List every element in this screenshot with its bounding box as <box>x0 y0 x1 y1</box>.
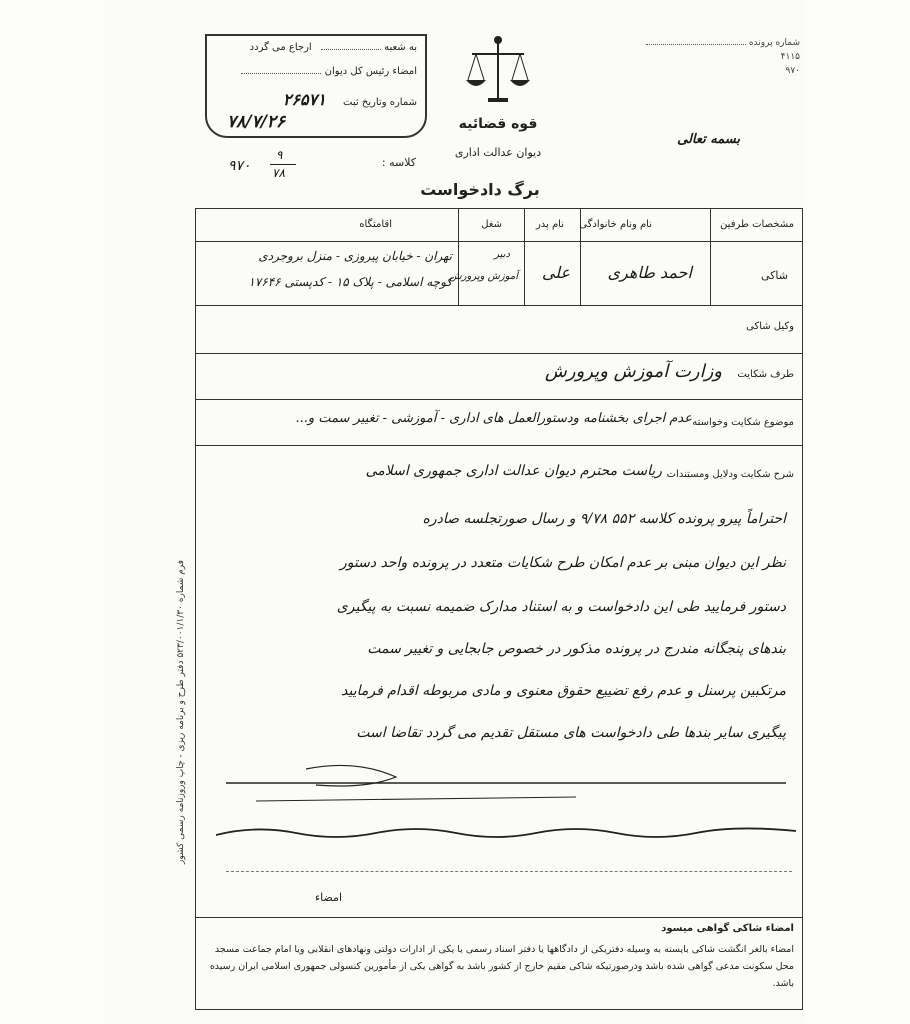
defendant-value: وزارت آموزش وپرورش <box>544 361 722 382</box>
signature-dots <box>241 73 321 74</box>
handwritten-strokes <box>216 749 796 849</box>
description-line-7: پیگیری سایر بندها طی دادخواست های مستقل تقدیم می گردد تقاضا است <box>356 725 786 741</box>
registration-stamp <box>205 34 427 138</box>
justice-scales-icon <box>462 32 534 112</box>
scales-emblem <box>462 32 534 112</box>
class-value: ۹۷۰ <box>228 158 251 174</box>
signature-line <box>196 917 802 918</box>
plaintiff-father: علی <box>541 263 570 282</box>
reg-label: شماره وتاریخ ثبت <box>343 97 417 108</box>
branch-dots <box>321 49 381 50</box>
file-number-dots <box>646 44 746 45</box>
court-name: دیوان عدالت اداری <box>454 146 542 159</box>
header-job: شغل <box>481 219 502 230</box>
attorney-label: وکیل شاکی <box>746 321 794 332</box>
subject-label: موضوع شکایت وخواسته <box>692 417 794 428</box>
col-divider-1 <box>710 209 711 305</box>
class-reference <box>226 150 416 190</box>
certification-text: امضاء بالغر انگشت شاکی بایسته به وسیله دفتریکی از دادگاهها یا دفتر اسناد رسمی یا یکی از ادارات دولتی ونهادهای انقلابی ویا امام جماعت مسجد محل سکونت مدعی گواهی شده باشد ودرصورتیکه شاکی مقیم خارج از کشور باشد به گواهی یکی از مأمورین کنسولی جمهوری اسلامی ایران رسیده باشد. <box>209 944 794 989</box>
form-side-text: فرم شماره ۵۲۳/۰۰۱/۱/۳۰ دفتر طرح و برنامه ریزی - چاپ وروزنامه رسمی کشور <box>176 560 186 865</box>
subject-value: عدم اجرای بخشنامه ودستورالعمل های اداری - آموزشی - تغییر سمت و... <box>295 411 692 426</box>
description-line-2: احتراماً پیرو پرونده کلاسه ۵۵۲ ۹/۷۸ و رسال صورتجلسه صادره <box>422 511 786 527</box>
defendant-label: طرف شکایت <box>737 369 794 380</box>
referral-label: ارجاع می گردد <box>249 42 312 53</box>
file-info-line2: ۴۱۱۵ <box>780 52 800 62</box>
address-line2: کوچه اسلامی - پلاک ۱۵ - کدپستی ۱۷۶۴۶ <box>248 275 452 289</box>
table-header-line <box>196 241 802 242</box>
description-line-6: مرتکبین پرسنل و عدم رفع تضییع حقوق معنوی و مادی مربوطه اقدام فرمایید <box>341 683 786 699</box>
blank-line-1 <box>226 871 792 872</box>
certification-title: امضاء شاکی گواهی میسود <box>661 923 794 934</box>
plaintiff-job-line1: دبیر <box>494 249 510 260</box>
table-bottom-line <box>196 305 802 306</box>
plaintiff-label: شاکی <box>761 269 788 282</box>
fraction-bar <box>270 164 296 165</box>
file-number-label: شماره پرونده <box>748 38 800 48</box>
description-line-1: ریاست محترم دیوان عدالت اداری جمهوری اسلامی <box>365 463 662 479</box>
branch-label: به شعبه <box>384 42 417 53</box>
description-line-3: نظر این دیوان مبنی بر عدم امکان طرح شکایات متعدد در پرونده واحد دستور <box>339 555 786 571</box>
description-line-4: دستور فرمایید طی این دادخواست و به استناد مدارک ضمیمه نسبت به پیگیری <box>336 599 786 615</box>
form-title: برگ دادخواست <box>420 180 540 199</box>
header-name: نام ونام خانوادگی <box>579 219 652 230</box>
signature-chief-label: امضاء رئیس کل دیوان <box>324 66 417 77</box>
basmala: بسمه تعالی <box>677 132 740 147</box>
plaintiff-job-line2: آموزش وپرورش <box>449 271 518 282</box>
col-divider-4 <box>458 209 459 305</box>
plaintiff-name: احمد طاهری <box>607 263 692 282</box>
class-fraction-top: ۹ <box>276 148 283 162</box>
col-divider-3 <box>524 209 525 305</box>
attorney-line <box>196 353 802 354</box>
address-line1: تهران - خیابان پیروزی - منزل بروجردی <box>258 249 452 263</box>
petition-form-frame <box>195 208 803 1010</box>
class-fraction-bottom: ۷۸ <box>272 166 285 180</box>
header-parties: مشخصات طرفین <box>720 219 794 230</box>
class-label: کلاسه : <box>381 156 416 169</box>
defendant-line <box>196 399 802 400</box>
subject-line <box>196 445 802 446</box>
header-father: نام پدر <box>535 219 564 230</box>
file-info-line3: ۹۷۰ <box>785 66 800 76</box>
header-address: اقامتگاه <box>359 219 392 230</box>
signature-label: امضاء <box>314 891 342 904</box>
description-label: شرح شکایت ودلایل ومستندات <box>666 469 794 480</box>
reg-date: ۷۸/۷/۲۶ <box>227 112 286 132</box>
description-line-5: بندهای پنجگانه مندرج در پرونده مذکور در خصوص جابجایی و تغییر سمت <box>367 641 786 657</box>
reg-number: ۲۶۵۷۱ <box>282 90 326 109</box>
file-info <box>600 38 800 76</box>
org-name: قوه قضائیه <box>458 116 538 132</box>
